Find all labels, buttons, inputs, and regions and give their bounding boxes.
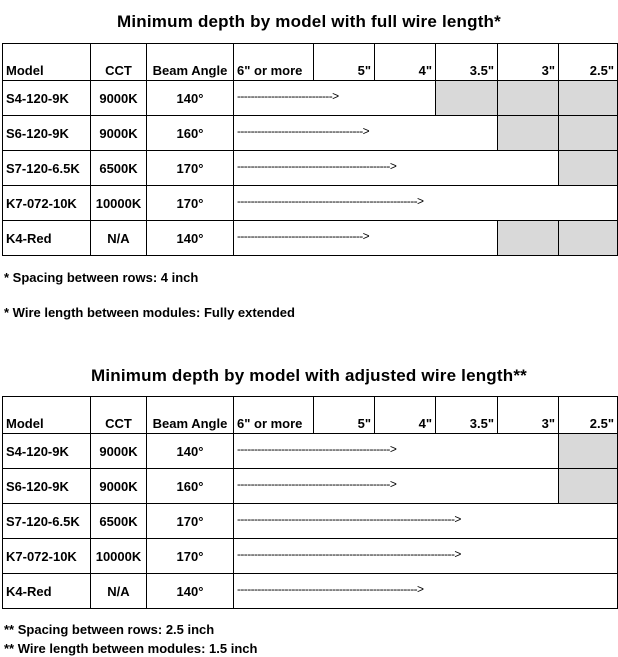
table-2-title: Minimum depth by model with adjusted wire length** <box>91 366 527 385</box>
depth-table-adjusted-wire <box>2 396 618 609</box>
column-header: 6" or more <box>234 397 314 434</box>
range-arrow: ----------------------------------------------------------------> <box>237 547 461 561</box>
beam-angle-cell: 170° <box>147 151 234 186</box>
allowed-range-cell <box>234 574 618 609</box>
table-1-note-spacing: * Spacing between rows: 4 inch <box>4 270 199 285</box>
table-row <box>3 539 618 574</box>
not-allowed-cell <box>498 221 559 256</box>
table-row <box>3 221 618 256</box>
model-cell: S6-120-9K <box>3 469 91 504</box>
allowed-range-cell <box>234 116 498 151</box>
not-allowed-cell <box>559 469 618 504</box>
table-1-note-wire: * Wire length between modules: Fully extended <box>4 305 295 320</box>
cct-cell: 6500K <box>91 151 147 186</box>
model-cell: S4-120-9K <box>3 81 91 116</box>
column-header: CCT <box>91 44 147 81</box>
beam-angle-cell: 170° <box>147 186 234 221</box>
range-arrow: ----------------------------------------------------------------> <box>237 512 461 526</box>
allowed-range-cell <box>234 504 618 539</box>
range-arrow: -------------------------------------> <box>237 229 370 243</box>
table-row <box>3 469 618 504</box>
model-cell: S7-120-6.5K <box>3 151 91 186</box>
beam-angle-cell: 140° <box>147 81 234 116</box>
not-allowed-cell <box>559 151 618 186</box>
cct-cell: 9000K <box>91 81 147 116</box>
header-row <box>3 44 618 81</box>
table-row <box>3 434 618 469</box>
range-arrow: -----------------------------------------------------> <box>237 194 424 208</box>
model-cell: K4-Red <box>3 574 91 609</box>
model-cell: S4-120-9K <box>3 434 91 469</box>
cct-cell: 9000K <box>91 116 147 151</box>
beam-angle-cell: 140° <box>147 434 234 469</box>
cct-cell: 10000K <box>91 539 147 574</box>
allowed-range-cell <box>234 539 618 574</box>
table-row <box>3 186 618 221</box>
model-cell: K7-072-10K <box>3 539 91 574</box>
column-header: 4" <box>375 397 436 434</box>
allowed-range-cell <box>234 151 559 186</box>
not-allowed-cell <box>436 81 498 116</box>
column-header: Beam Angle <box>147 44 234 81</box>
header-row <box>3 397 618 434</box>
model-cell: K7-072-10K <box>3 186 91 221</box>
beam-angle-cell: 170° <box>147 539 234 574</box>
cct-cell: 10000K <box>91 186 147 221</box>
column-header: 4" <box>375 44 436 81</box>
table-2-note-spacing: ** Spacing between rows: 2.5 inch <box>4 622 215 637</box>
column-header: 3.5" <box>436 397 498 434</box>
beam-angle-cell: 140° <box>147 221 234 256</box>
range-arrow: ---------------------------------------------> <box>237 159 397 173</box>
beam-angle-cell: 140° <box>147 574 234 609</box>
cct-cell: 6500K <box>91 504 147 539</box>
cct-cell: 9000K <box>91 469 147 504</box>
column-header: 6" or more <box>234 44 314 81</box>
table-row <box>3 504 618 539</box>
column-header: 3.5" <box>436 44 498 81</box>
cct-cell: N/A <box>91 221 147 256</box>
beam-angle-cell: 170° <box>147 504 234 539</box>
range-arrow: ----------------------------> <box>237 89 339 103</box>
column-header: Model <box>3 397 91 434</box>
range-arrow: ---------------------------------------------> <box>237 442 397 456</box>
allowed-range-cell <box>234 434 559 469</box>
beam-angle-cell: 160° <box>147 469 234 504</box>
not-allowed-cell <box>559 434 618 469</box>
depth-table-full-wire <box>2 43 618 256</box>
column-header: 5" <box>314 44 375 81</box>
column-header: Beam Angle <box>147 397 234 434</box>
column-header: 2.5" <box>559 397 618 434</box>
table-row <box>3 81 618 116</box>
column-header: 3" <box>498 397 559 434</box>
allowed-range-cell <box>234 186 618 221</box>
cct-cell: 9000K <box>91 434 147 469</box>
not-allowed-cell <box>498 116 559 151</box>
table-2-note-wire: ** Wire length between modules: 1.5 inch <box>4 641 258 656</box>
column-header: 3" <box>498 44 559 81</box>
not-allowed-cell <box>498 81 559 116</box>
range-arrow: -------------------------------------> <box>237 124 370 138</box>
beam-angle-cell: 160° <box>147 116 234 151</box>
range-arrow: -----------------------------------------------------> <box>237 582 424 596</box>
not-allowed-cell <box>559 81 618 116</box>
column-header: 5" <box>314 397 375 434</box>
table-row <box>3 574 618 609</box>
column-header: Model <box>3 44 91 81</box>
range-arrow: ---------------------------------------------> <box>237 477 397 491</box>
model-cell: S6-120-9K <box>3 116 91 151</box>
column-header: CCT <box>91 397 147 434</box>
not-allowed-cell <box>559 116 618 151</box>
not-allowed-cell <box>559 221 618 256</box>
allowed-range-cell <box>234 81 436 116</box>
model-cell: S7-120-6.5K <box>3 504 91 539</box>
table-row <box>3 116 618 151</box>
model-cell: K4-Red <box>3 221 91 256</box>
allowed-range-cell <box>234 469 559 504</box>
cct-cell: N/A <box>91 574 147 609</box>
table-row <box>3 151 618 186</box>
allowed-range-cell <box>234 221 498 256</box>
table-1-title: Minimum depth by model with full wire length* <box>117 12 501 31</box>
column-header: 2.5" <box>559 44 618 81</box>
